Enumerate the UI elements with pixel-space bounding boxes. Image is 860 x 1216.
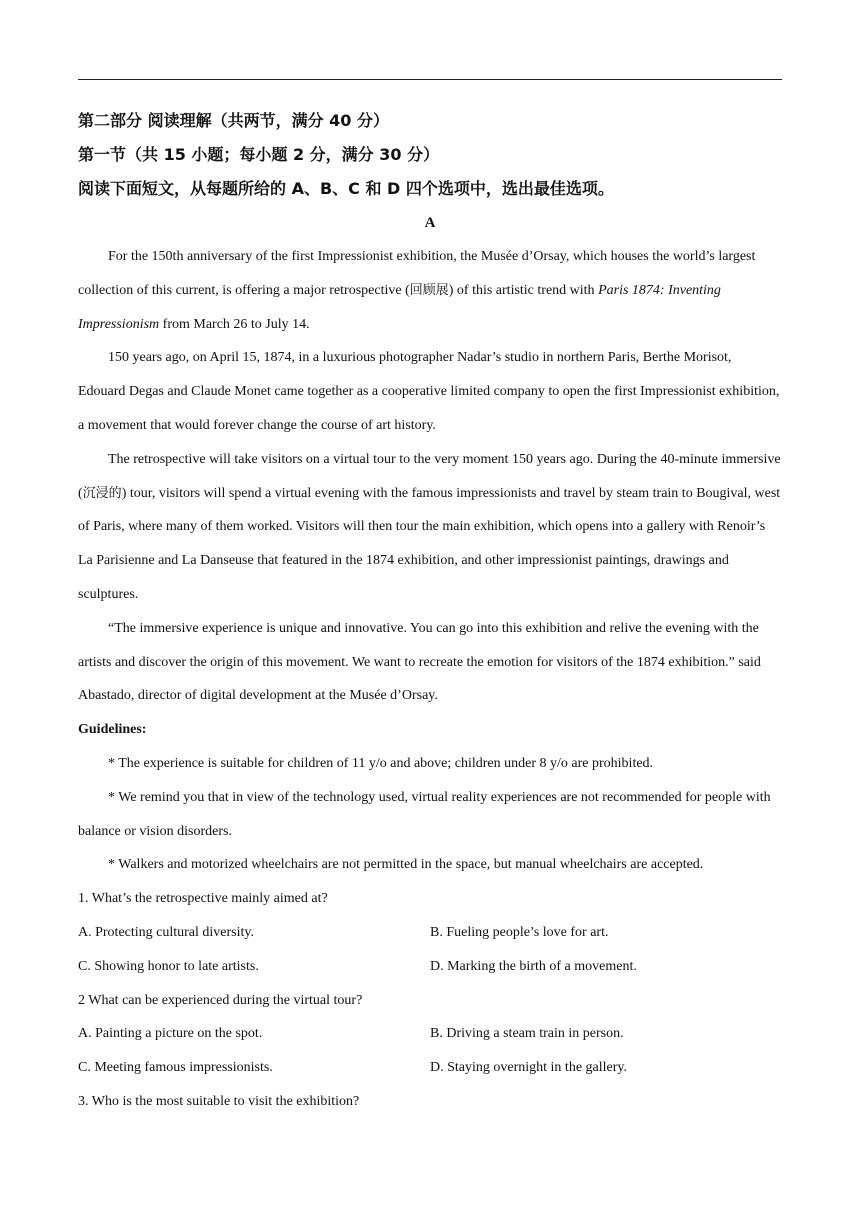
paragraph-2: 150 years ago, on April 15, 1874, in a luxurious photographer Nadar’s studio in northern Paris, Berthe Morisot, Edouard Degas and Claude Monet came together as a cooperative limited company to open the first Impressionist exhibition, a movement that would forever change the course of art history. bbox=[78, 350, 780, 433]
question-2-stem: 2 What can be experienced during the virtual tour? bbox=[78, 992, 363, 1008]
guideline-item: * We remind you that in view of the technology used, virtual reality experiences are not recommended for people with balance or vision disorders. bbox=[78, 789, 771, 839]
question-1-stem: 1. What’s the retrospective mainly aimed at? bbox=[78, 891, 328, 907]
header-rule bbox=[78, 79, 782, 80]
option-a: A. Painting a picture on the spot. bbox=[78, 1026, 263, 1042]
guideline-item: * Walkers and motorized wheelchairs are not permitted in the space, but manual wheelchairs are accepted. bbox=[108, 857, 704, 873]
option-a: A. Protecting cultural diversity. bbox=[78, 924, 254, 940]
part-title: 第二部分 阅读理解（共两节，满分 40 分） bbox=[78, 111, 389, 130]
paragraph-3: The retrospective will take visitors on a virtual tour to the very moment 150 years ago. During the 40-minute immersive (沉浸的) tour, visitors will spend a virtual evening with the famous impressionists and travel by steam train to Bougival, west of Paris, where many of them worked. Visitors will then tour the main exhibition, which opens into a gallery with Renoir’s La Parisienne and La Danseuse that featured in the 1874 exhibition, and other impressionist paintings, drawings and sculptures. bbox=[78, 451, 781, 602]
instruction: 阅读下面短文，从每题所给的 A、B、C 和 D 四个选项中，选出最佳选项。 bbox=[78, 179, 614, 198]
option-d: D. Marking the birth of a movement. bbox=[430, 958, 637, 974]
exhibition-title: Paris 1874: Inventing Impressionism bbox=[78, 282, 721, 332]
option-d: D. Staying overnight in the gallery. bbox=[430, 1060, 627, 1076]
subsection-title: 第一节（共 15 小题；每小题 2 分，满分 30 分） bbox=[78, 145, 440, 164]
question-2-options bbox=[78, 1017, 782, 1085]
paragraph-1: For the 150th anniversary of the first Impressionist exhibition, the Musée d’Orsay, which houses the world’s largest collection of this current, is offering a major retrospective (回顾展) of this artistic trend with Paris 1874: Inventing Impressionism from March 26 to July 14. bbox=[78, 249, 756, 332]
option-c: C. Meeting famous impressionists. bbox=[78, 1060, 273, 1076]
option-b: B. Driving a steam train in person. bbox=[430, 1026, 624, 1042]
exam-page bbox=[78, 104, 782, 1119]
option-b: B. Fueling people’s love for art. bbox=[430, 924, 609, 940]
guideline-item: * The experience is suitable for children of 11 y/o and above; children under 8 y/o are prohibited. bbox=[108, 755, 654, 771]
question-1-options bbox=[78, 916, 782, 984]
passage-label: A bbox=[424, 215, 436, 231]
paragraph-4: “The immersive experience is unique and innovative. You can go into this exhibition and relive the evening with the artists and discover the origin of this movement. We want to recreate the emotion for visitors of the 1874 exhibition.” said Abastado, director of digital development at the Musée d’Orsay. bbox=[78, 620, 761, 704]
guidelines-title: Guidelines: bbox=[78, 722, 147, 738]
option-c: C. Showing honor to late artists. bbox=[78, 958, 259, 974]
question-3-stem: 3. Who is the most suitable to visit the exhibition? bbox=[78, 1093, 360, 1109]
